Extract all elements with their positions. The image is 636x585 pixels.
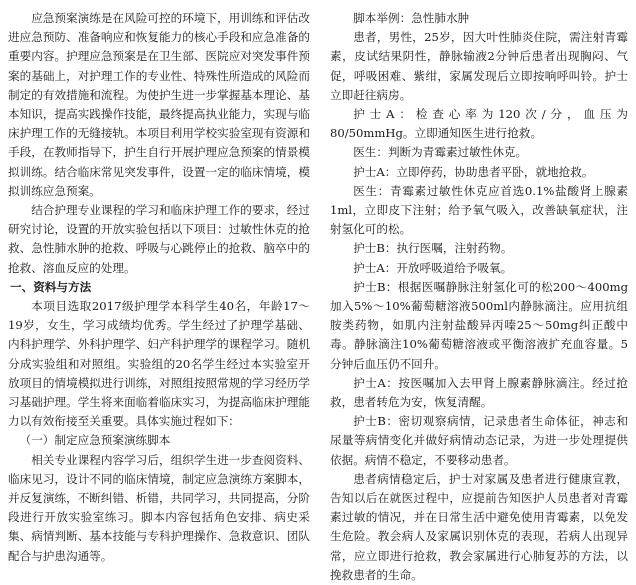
subsection-heading-script: （一）制定应急预案演练脚本 [19,433,171,448]
dialogue-line: 护士B：密切观察病情，记录患者生命体征，神志和尿量等病情变化并做好病情动态记录，为进一步处理提供依据。病情不稳定，不要移动患者。 [330,414,628,467]
case-description: 患者，男性，25岁，因大叶性肺炎住院，需注射青霉素，皮试结果阴性，静脉输液2分钟后患者出现胸闷、气促，呼吸困难、紫绀，家属发现后立即按响呼叫铃。护士立即赶往病房。 [330,30,628,102]
dialogue-line: 护士B：根据医嘱静脉注射氢化可的松200～400mg加入5%～10%葡萄糖溶液500ml内静脉滴注。应用抗组胺类药物，如肌内注射盐酸异丙嗪25～50mg纠正酸中毒。静脉滴注10%葡萄糖溶液或平衡溶液扩充血容量。5分钟后血压仍不回升。 [330,279,628,371]
intro-projects-paragraph: 结合护理专业课程的学习和临床护理工作的要求，经过研究讨论，设置的开放实验包括以下项目：过敏性休克的抢救、急性肺水肿的抢救、呼吸与心跳停止的抢救、脑卒中的抢救、溶血反应的处理。 [8,203,310,275]
section-heading-materials-methods: 一、资料与方法 [10,279,92,294]
dialogue-line: 医生：青霉素过敏性休克应首选0.1%盐酸肾上腺素1ml，立即皮下注射；给予氧气吸入，改善缺氧症状，注射氢化可的松。 [330,183,628,237]
dialogue-line: 医生：判断为青霉素过敏性休克。 [353,145,528,160]
script-example-title: 脚本举例：急性肺水肿 [353,11,470,25]
intro-paragraph: 应急预案演练是在风险可控的环境下，用训练和评估改进应急预防、准备响应和恢复能力的核心手段和应急准备的重要内容。护理应急预案是在卫生部、医院应对突发事件预案的基础上，对护理工作的专业性、特殊性所造成的风险而制定的有效措施和流程。为使护生进一步掌握基本理论、基本知识，提高实践操作技能，最终提高执业能力，实现与临床护理工作的无缝接轨。本项目利用学校实验室现有资源和手段，在教师指导下，护生自行开展护理应急预案的情景模拟训练。结合临床常见突发事件，设置一定的临床情境，模拟训练应急预案。 [8,11,310,198]
dialogue-line: 护士A：开放呼吸道给予吸氧。 [353,260,513,275]
script-paragraph: 相关专业课程内容学习后，组织学生进一步查阅资料、临床见习，设计不同的临床情境，制定应急演练方案脚本，并反复演练，不断纠错、析错，共同学习，共同提高，分阶段进行开放实验室练习。脚本内容包括角色安排、病史采集、病情判断、基本技能与专科护理操作、急救意识、团队配合与护患沟通等。 [8,452,310,563]
health-education-paragraph: 患者病情稳定后，护士对家属及患者进行健康宣教，告知以后在就医过程中，应提前告知医护人员患者对青霉素过敏的情况，并在日常生活中避免使用青霉素，以免发生危险。教会病人及家属识别休克的表现，若病人出现异常，应立即进行抢救，教会家属进行心肺复苏的方法，以挽救患者的生命。 [330,471,628,582]
dialogue-line: 护士A：检查心率为120次/分，血压为80/50mmHg。立即通知医生进行抢救。 [330,107,628,141]
methods-paragraph: 本项目选取2017级护理学本科学生40名，年龄17～19岁，女生，学习成绩均优秀。学生经过了护理学基础、内科护理学、外科护理学、妇产科护理学的课程学习。随机分成实验组和对照组。实验组的20名学生经过本实验室开放项目的情境模拟进行训练，对照组按照常规的学习经历学习基础护理。学生将来面临着临床实习，为提高临床护理能力以有效衔接至关重要。具体实施过程如下： [8,299,310,429]
dialogue-line: 护士B：执行医嘱，注射药物。 [353,241,513,256]
right-column [330,9,628,585]
dialogue-line: 护士A：按医嘱加入去甲肾上腺素静脉滴注。经过抢救，患者转危为安，恢复清醒。 [330,375,628,410]
dialogue-line: 护士A：立即停药，协助患者平卧，就地抢救。 [353,164,594,179]
left-column [8,9,310,566]
